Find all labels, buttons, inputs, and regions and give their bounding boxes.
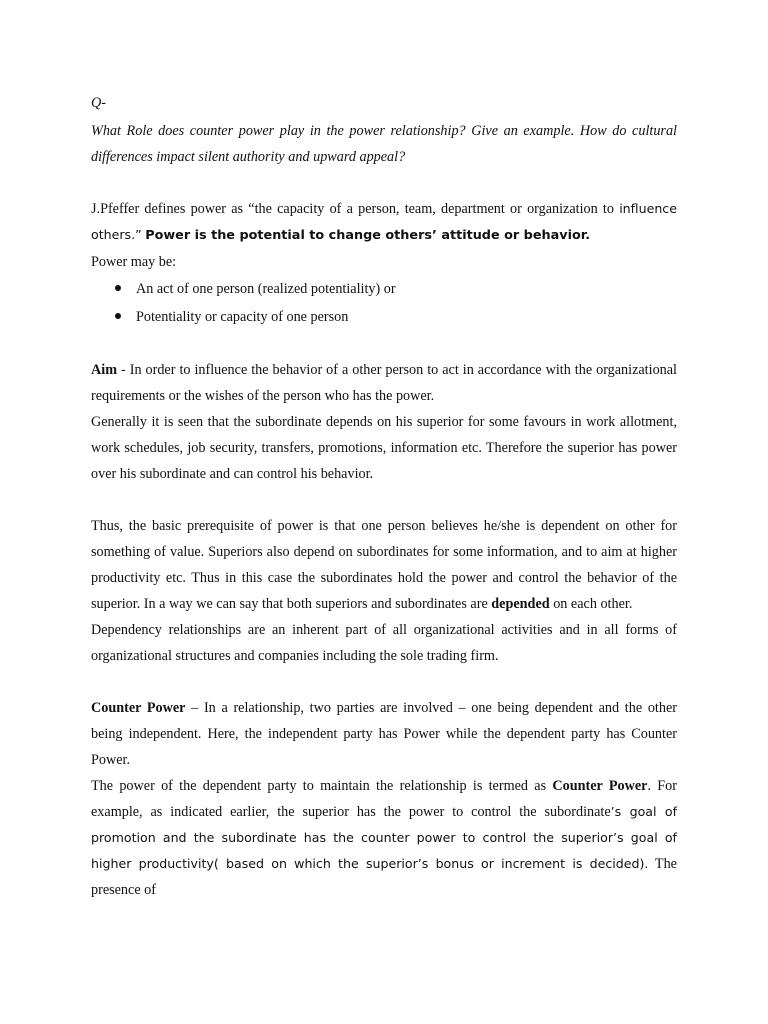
- list-item: Potentiality or capacity of one person: [115, 303, 677, 331]
- aim-label: Aim: [91, 362, 118, 378]
- dependent-party-paragraph: [91, 773, 677, 903]
- question-text: What Role does counter power play in the power relationship? Give an example. How do cultural differences impact silent authority and upward appeal?: [91, 123, 677, 165]
- definition-text-b: influence others.”: [91, 201, 677, 242]
- spacer: [91, 669, 677, 695]
- spacer: [91, 487, 677, 513]
- power-list: [91, 275, 677, 331]
- dependent-text-c: ’s goal of promotion and the subordinate has the counter power to control the superior’s goal of higher productivity( based on which the superior’s bonus or increment is decided).: [91, 804, 677, 871]
- dependency-paragraph: Dependency relationships are an inherent part of all organizational activities and in all forms of organizational structures and companies including the sole trading firm.: [91, 622, 677, 664]
- dependent-text-a: The power of the dependent party to maintain the relationship is termed as: [91, 778, 553, 794]
- generally-paragraph: Generally it is seen that the subordinate depends on his superior for some favours in work allotment, work schedules, job security, transfers, promotions, information etc. Therefore the superior has power over his subordinate and can control his behavior.: [91, 414, 677, 482]
- counter-power-text: – In a relationship, two parties are involved – one being dependent and the other being independent. Here, the independent party has Power while the dependent party has Counter Power.: [91, 700, 677, 768]
- definition-bold: Power is the potential to change others’ attitude or behavior.: [145, 228, 591, 243]
- counter-power-paragraph: [91, 695, 677, 773]
- aim-text: - In order to influence the behavior of a other person to act in accordance with the organizational requirements or the wishes of the person who has the power.: [91, 362, 677, 404]
- thus-paragraph: [91, 513, 677, 617]
- bullet-icon: [115, 285, 121, 291]
- thus-text-b: on each other.: [549, 596, 633, 612]
- list-item: An act of one person (realized potentiality) or: [115, 275, 677, 303]
- dependent-text-b: . For example, as indicated earlier, the superior has the power to control the subordinate: [91, 778, 677, 820]
- thus-text-a: Thus, the basic prerequisite of power is that one person believes he/she is dependent on other for something of value. Superiors also depend on subordinates for some information, and to aim at higher productivity etc. Thus in this case the subordinates hold the power and control the behavior of the superior. In a way we can say that both superiors and subordinates are: [91, 518, 677, 612]
- bullet-icon: [115, 313, 121, 319]
- power-may-be: Power may be:: [91, 254, 177, 270]
- question-label: Q-: [91, 95, 106, 111]
- dependent-text-d: The presence of: [91, 856, 677, 898]
- definition-paragraph: [91, 196, 677, 249]
- dependent-bold: Counter Power: [552, 778, 648, 794]
- definition-text-a: J.Pfeffer defines power as “the capacity of a person, team, department or organization to: [91, 201, 620, 217]
- counter-power-label: Counter Power: [91, 700, 186, 716]
- aim-paragraph: [91, 357, 677, 409]
- spacer: [91, 331, 677, 357]
- spacer: [91, 170, 677, 196]
- thus-bold: depended: [491, 596, 550, 612]
